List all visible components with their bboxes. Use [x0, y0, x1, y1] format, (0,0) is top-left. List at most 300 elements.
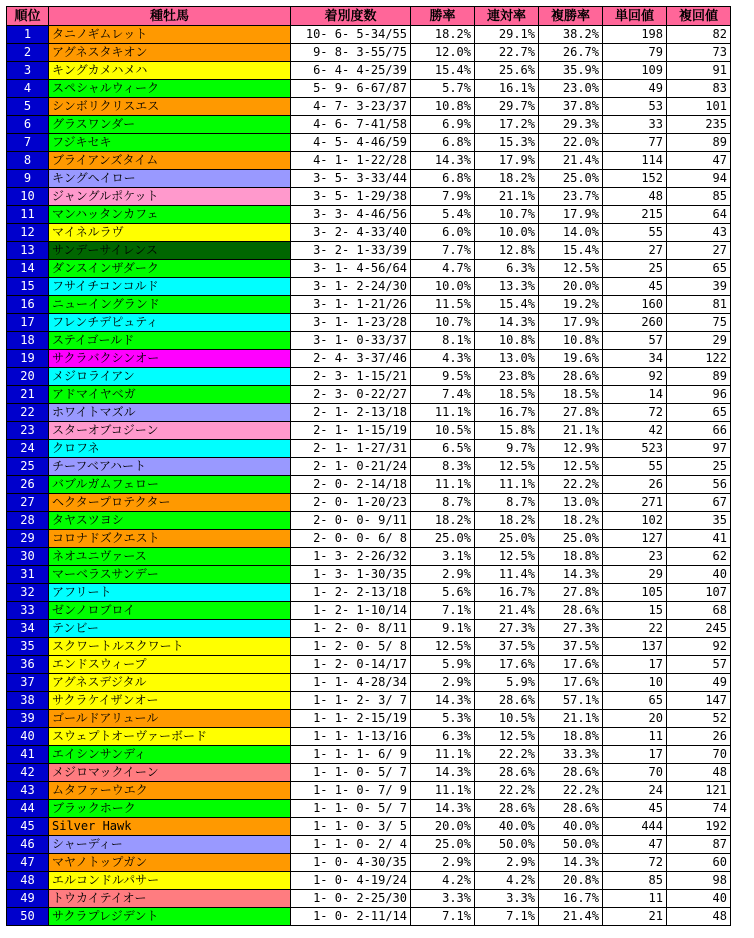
single-return-cell: 85 — [603, 872, 667, 890]
table-row — [7, 188, 731, 206]
rank-cell: 42 — [7, 764, 49, 782]
table-row — [7, 98, 731, 116]
place-return-cell: 60 — [667, 854, 731, 872]
single-return-cell: 79 — [603, 44, 667, 62]
quinella-rate-cell: 12.5% — [475, 728, 539, 746]
record-cell: 3- 1- 1-21/26 — [291, 296, 411, 314]
single-return-cell: 42 — [603, 422, 667, 440]
win-rate-cell: 2.9% — [411, 674, 475, 692]
table-row — [7, 296, 731, 314]
record-cell: 3- 1- 0-33/37 — [291, 332, 411, 350]
table-row — [7, 692, 731, 710]
place-rate-cell: 25.0% — [539, 170, 603, 188]
place-rate-cell: 23.7% — [539, 188, 603, 206]
place-return-cell: 65 — [667, 404, 731, 422]
record-cell: 4- 1- 1-22/28 — [291, 152, 411, 170]
win-rate-cell: 6.0% — [411, 224, 475, 242]
rank-cell: 3 — [7, 62, 49, 80]
rank-cell: 20 — [7, 368, 49, 386]
single-return-cell: 14 — [603, 386, 667, 404]
place-return-cell: 66 — [667, 422, 731, 440]
place-return-cell: 81 — [667, 296, 731, 314]
stallion-name-cell: コロナドズクエスト — [49, 530, 291, 548]
win-rate-cell: 15.4% — [411, 62, 475, 80]
stallion-name-cell: スペシャルウィーク — [49, 80, 291, 98]
stallion-name-cell: フジキセキ — [49, 134, 291, 152]
table-row — [7, 386, 731, 404]
table-row — [7, 620, 731, 638]
stallion-name-cell: ダンスインザダーク — [49, 260, 291, 278]
place-rate-cell: 18.5% — [539, 386, 603, 404]
quinella-rate-cell: 11.4% — [475, 566, 539, 584]
table-row — [7, 422, 731, 440]
stallion-name-cell: ホワイトマズル — [49, 404, 291, 422]
quinella-rate-cell: 17.9% — [475, 152, 539, 170]
record-cell: 2- 0- 0- 6/ 8 — [291, 530, 411, 548]
stallion-name-cell: タニノギムレット — [49, 26, 291, 44]
win-rate-cell: 18.2% — [411, 26, 475, 44]
place-return-cell: 40 — [667, 566, 731, 584]
place-rate-cell: 27.8% — [539, 584, 603, 602]
place-return-cell: 35 — [667, 512, 731, 530]
rank-cell: 33 — [7, 602, 49, 620]
header-row — [7, 7, 731, 26]
place-rate-cell: 20.8% — [539, 872, 603, 890]
place-return-cell: 40 — [667, 890, 731, 908]
single-return-cell: 24 — [603, 782, 667, 800]
rank-cell: 19 — [7, 350, 49, 368]
rank-cell: 5 — [7, 98, 49, 116]
single-return-cell: 92 — [603, 368, 667, 386]
place-rate-cell: 28.6% — [539, 368, 603, 386]
quinella-rate-cell: 4.2% — [475, 872, 539, 890]
rank-cell: 14 — [7, 260, 49, 278]
place-rate-cell: 27.3% — [539, 620, 603, 638]
quinella-rate-cell: 10.8% — [475, 332, 539, 350]
record-cell: 2- 1- 0-21/24 — [291, 458, 411, 476]
single-return-cell: 152 — [603, 170, 667, 188]
table-row — [7, 152, 731, 170]
table-row — [7, 278, 731, 296]
rank-cell: 9 — [7, 170, 49, 188]
quinella-rate-cell: 15.3% — [475, 134, 539, 152]
win-rate-cell: 11.1% — [411, 476, 475, 494]
single-return-cell: 102 — [603, 512, 667, 530]
rank-cell: 18 — [7, 332, 49, 350]
quinella-rate-cell: 3.3% — [475, 890, 539, 908]
win-rate-cell: 14.3% — [411, 152, 475, 170]
single-return-cell: 55 — [603, 458, 667, 476]
win-rate-cell: 2.9% — [411, 566, 475, 584]
single-return-cell: 70 — [603, 764, 667, 782]
single-return-cell: 48 — [603, 188, 667, 206]
place-rate-cell: 18.8% — [539, 548, 603, 566]
table-row — [7, 368, 731, 386]
table-row — [7, 116, 731, 134]
stallion-name-cell: シンボリクリスエス — [49, 98, 291, 116]
stallion-name-cell: マーベラスサンデー — [49, 566, 291, 584]
place-rate-cell: 14.3% — [539, 566, 603, 584]
rank-cell: 44 — [7, 800, 49, 818]
record-cell: 3- 1- 1-23/28 — [291, 314, 411, 332]
win-rate-cell: 12.0% — [411, 44, 475, 62]
win-rate-cell: 11.5% — [411, 296, 475, 314]
rank-cell: 17 — [7, 314, 49, 332]
record-cell: 4- 7- 3-23/37 — [291, 98, 411, 116]
stallion-name-cell: ゼンノロブロイ — [49, 602, 291, 620]
win-rate-cell: 9.5% — [411, 368, 475, 386]
quinella-rate-cell: 12.8% — [475, 242, 539, 260]
quinella-rate-cell: 11.1% — [475, 476, 539, 494]
place-return-cell: 101 — [667, 98, 731, 116]
win-rate-cell: 5.7% — [411, 80, 475, 98]
stallion-name-cell: アフリート — [49, 584, 291, 602]
place-return-cell: 47 — [667, 152, 731, 170]
place-rate-cell: 18.2% — [539, 512, 603, 530]
place-return-cell: 25 — [667, 458, 731, 476]
single-return-cell: 29 — [603, 566, 667, 584]
place-rate-cell: 27.8% — [539, 404, 603, 422]
place-return-cell: 74 — [667, 800, 731, 818]
rank-cell: 1 — [7, 26, 49, 44]
quinella-rate-cell: 13.3% — [475, 278, 539, 296]
rank-cell: 11 — [7, 206, 49, 224]
place-rate-cell: 22.2% — [539, 476, 603, 494]
table-row — [7, 872, 731, 890]
quinella-rate-cell: 21.1% — [475, 188, 539, 206]
record-cell: 1- 3- 2-26/32 — [291, 548, 411, 566]
record-cell: 1- 0- 4-19/24 — [291, 872, 411, 890]
header-stallion: 種牡馬 — [49, 7, 291, 26]
place-rate-cell: 14.0% — [539, 224, 603, 242]
rank-cell: 31 — [7, 566, 49, 584]
stallion-name-cell: ムタファーウエク — [49, 782, 291, 800]
table-row — [7, 134, 731, 152]
record-cell: 6- 4- 4-25/39 — [291, 62, 411, 80]
rank-cell: 12 — [7, 224, 49, 242]
place-rate-cell: 19.6% — [539, 350, 603, 368]
table-row — [7, 350, 731, 368]
single-return-cell: 215 — [603, 206, 667, 224]
table-row — [7, 908, 731, 926]
place-rate-cell: 33.3% — [539, 746, 603, 764]
place-rate-cell: 21.1% — [539, 422, 603, 440]
record-cell: 3- 2- 1-33/39 — [291, 242, 411, 260]
quinella-rate-cell: 37.5% — [475, 638, 539, 656]
rank-cell: 41 — [7, 746, 49, 764]
place-rate-cell: 14.3% — [539, 854, 603, 872]
stallion-name-cell: エイシンサンディ — [49, 746, 291, 764]
quinella-rate-cell: 25.0% — [475, 530, 539, 548]
table-row — [7, 656, 731, 674]
single-return-cell: 33 — [603, 116, 667, 134]
place-rate-cell: 22.2% — [539, 782, 603, 800]
win-rate-cell: 10.5% — [411, 422, 475, 440]
stallion-name-cell: ジャングルポケット — [49, 188, 291, 206]
stallion-name-cell: バブルガムフェロー — [49, 476, 291, 494]
table-row — [7, 548, 731, 566]
place-rate-cell: 13.0% — [539, 494, 603, 512]
header-place-rate: 複勝率 — [539, 7, 603, 26]
rank-cell: 40 — [7, 728, 49, 746]
quinella-rate-cell: 17.6% — [475, 656, 539, 674]
table-row — [7, 476, 731, 494]
place-return-cell: 29 — [667, 332, 731, 350]
place-rate-cell: 26.7% — [539, 44, 603, 62]
table-row — [7, 530, 731, 548]
table-row — [7, 332, 731, 350]
record-cell: 2- 4- 3-37/46 — [291, 350, 411, 368]
single-return-cell: 20 — [603, 710, 667, 728]
record-cell: 2- 3- 0-22/27 — [291, 386, 411, 404]
stallion-name-cell: チーフベアハート — [49, 458, 291, 476]
rank-cell: 47 — [7, 854, 49, 872]
quinella-rate-cell: 16.1% — [475, 80, 539, 98]
record-cell: 1- 1- 0- 7/ 9 — [291, 782, 411, 800]
rank-cell: 32 — [7, 584, 49, 602]
quinella-rate-cell: 22.2% — [475, 746, 539, 764]
single-return-cell: 127 — [603, 530, 667, 548]
place-return-cell: 41 — [667, 530, 731, 548]
win-rate-cell: 6.8% — [411, 170, 475, 188]
single-return-cell: 77 — [603, 134, 667, 152]
rank-cell: 36 — [7, 656, 49, 674]
record-cell: 1- 1- 0- 3/ 5 — [291, 818, 411, 836]
place-rate-cell: 25.0% — [539, 530, 603, 548]
win-rate-cell: 8.7% — [411, 494, 475, 512]
place-rate-cell: 28.6% — [539, 764, 603, 782]
rank-cell: 29 — [7, 530, 49, 548]
header-rank: 順位 — [7, 7, 49, 26]
place-rate-cell: 28.6% — [539, 800, 603, 818]
rank-cell: 43 — [7, 782, 49, 800]
win-rate-cell: 5.9% — [411, 656, 475, 674]
place-rate-cell: 37.5% — [539, 638, 603, 656]
rank-cell: 45 — [7, 818, 49, 836]
single-return-cell: 271 — [603, 494, 667, 512]
win-rate-cell: 7.1% — [411, 908, 475, 926]
single-return-cell: 21 — [603, 908, 667, 926]
single-return-cell: 10 — [603, 674, 667, 692]
place-return-cell: 94 — [667, 170, 731, 188]
table-row — [7, 674, 731, 692]
place-return-cell: 43 — [667, 224, 731, 242]
win-rate-cell: 3.1% — [411, 548, 475, 566]
place-rate-cell: 16.7% — [539, 890, 603, 908]
place-return-cell: 96 — [667, 386, 731, 404]
single-return-cell: 260 — [603, 314, 667, 332]
stallion-name-cell: アドマイヤベガ — [49, 386, 291, 404]
table-row — [7, 512, 731, 530]
header-quinella-rate: 連対率 — [475, 7, 539, 26]
stallion-name-cell: マヤノトップガン — [49, 854, 291, 872]
single-return-cell: 444 — [603, 818, 667, 836]
quinella-rate-cell: 10.5% — [475, 710, 539, 728]
win-rate-cell: 6.8% — [411, 134, 475, 152]
table-row — [7, 26, 731, 44]
place-return-cell: 107 — [667, 584, 731, 602]
place-rate-cell: 37.8% — [539, 98, 603, 116]
quinella-rate-cell: 2.9% — [475, 854, 539, 872]
place-return-cell: 56 — [667, 476, 731, 494]
single-return-cell: 45 — [603, 800, 667, 818]
rank-cell: 25 — [7, 458, 49, 476]
record-cell: 1- 2- 0-14/17 — [291, 656, 411, 674]
table-row — [7, 404, 731, 422]
stallion-name-cell: サクラプレジデント — [49, 908, 291, 926]
place-return-cell: 27 — [667, 242, 731, 260]
quinella-rate-cell: 5.9% — [475, 674, 539, 692]
quinella-rate-cell: 16.7% — [475, 584, 539, 602]
record-cell: 2- 0- 2-14/18 — [291, 476, 411, 494]
quinella-rate-cell: 6.3% — [475, 260, 539, 278]
stallion-name-cell: スウェプトオーヴァーボード — [49, 728, 291, 746]
place-return-cell: 49 — [667, 674, 731, 692]
rank-cell: 30 — [7, 548, 49, 566]
quinella-rate-cell: 13.0% — [475, 350, 539, 368]
table-row — [7, 314, 731, 332]
stallion-name-cell: タヤスツヨシ — [49, 512, 291, 530]
table-row — [7, 764, 731, 782]
stallion-name-cell: ヘクタープロテクター — [49, 494, 291, 512]
single-return-cell: 49 — [603, 80, 667, 98]
table-row — [7, 602, 731, 620]
record-cell: 1- 1- 0- 5/ 7 — [291, 800, 411, 818]
record-cell: 1- 0- 4-30/35 — [291, 854, 411, 872]
rank-cell: 38 — [7, 692, 49, 710]
quinella-rate-cell: 14.3% — [475, 314, 539, 332]
place-return-cell: 147 — [667, 692, 731, 710]
table-row — [7, 584, 731, 602]
single-return-cell: 72 — [603, 854, 667, 872]
record-cell: 3- 1- 2-24/30 — [291, 278, 411, 296]
place-return-cell: 98 — [667, 872, 731, 890]
quinella-rate-cell: 22.2% — [475, 782, 539, 800]
place-return-cell: 48 — [667, 908, 731, 926]
quinella-rate-cell: 17.2% — [475, 116, 539, 134]
record-cell: 2- 3- 1-15/21 — [291, 368, 411, 386]
win-rate-cell: 5.3% — [411, 710, 475, 728]
place-return-cell: 87 — [667, 836, 731, 854]
header-place-return: 複回値 — [667, 7, 731, 26]
stallion-name-cell: スクワートルスクワート — [49, 638, 291, 656]
quinella-rate-cell: 28.6% — [475, 692, 539, 710]
record-cell: 2- 1- 2-13/18 — [291, 404, 411, 422]
record-cell: 1- 1- 0- 5/ 7 — [291, 764, 411, 782]
record-cell: 3- 1- 4-56/64 — [291, 260, 411, 278]
place-rate-cell: 12.9% — [539, 440, 603, 458]
place-rate-cell: 40.0% — [539, 818, 603, 836]
place-rate-cell: 17.6% — [539, 656, 603, 674]
table-row — [7, 170, 731, 188]
single-return-cell: 57 — [603, 332, 667, 350]
win-rate-cell: 4.7% — [411, 260, 475, 278]
quinella-rate-cell: 12.5% — [475, 548, 539, 566]
table-row — [7, 62, 731, 80]
single-return-cell: 17 — [603, 746, 667, 764]
stallion-name-cell: クロフネ — [49, 440, 291, 458]
quinella-rate-cell: 8.7% — [475, 494, 539, 512]
record-cell: 10- 6- 5-34/55 — [291, 26, 411, 44]
win-rate-cell: 20.0% — [411, 818, 475, 836]
place-rate-cell: 17.6% — [539, 674, 603, 692]
place-rate-cell: 28.6% — [539, 602, 603, 620]
stallion-name-cell: マンハッタンカフェ — [49, 206, 291, 224]
table-row — [7, 728, 731, 746]
win-rate-cell: 14.3% — [411, 692, 475, 710]
win-rate-cell: 7.4% — [411, 386, 475, 404]
place-return-cell: 62 — [667, 548, 731, 566]
win-rate-cell: 10.8% — [411, 98, 475, 116]
win-rate-cell: 5.6% — [411, 584, 475, 602]
place-return-cell: 82 — [667, 26, 731, 44]
place-rate-cell: 17.9% — [539, 314, 603, 332]
place-rate-cell: 21.1% — [539, 710, 603, 728]
record-cell: 1- 2- 2-13/18 — [291, 584, 411, 602]
win-rate-cell: 4.2% — [411, 872, 475, 890]
single-return-cell: 137 — [603, 638, 667, 656]
table-row — [7, 440, 731, 458]
single-return-cell: 11 — [603, 890, 667, 908]
record-cell: 1- 1- 1-13/16 — [291, 728, 411, 746]
record-cell: 4- 6- 7-41/58 — [291, 116, 411, 134]
stallion-name-cell: スターオブコジーン — [49, 422, 291, 440]
stallion-name-cell: サンデーサイレンス — [49, 242, 291, 260]
place-rate-cell: 12.5% — [539, 458, 603, 476]
win-rate-cell: 2.9% — [411, 854, 475, 872]
single-return-cell: 53 — [603, 98, 667, 116]
quinella-rate-cell: 16.7% — [475, 404, 539, 422]
place-return-cell: 68 — [667, 602, 731, 620]
rank-cell: 48 — [7, 872, 49, 890]
place-return-cell: 48 — [667, 764, 731, 782]
rank-cell: 4 — [7, 80, 49, 98]
stallion-name-cell: ニューイングランド — [49, 296, 291, 314]
record-cell: 2- 0- 0- 9/11 — [291, 512, 411, 530]
rank-cell: 2 — [7, 44, 49, 62]
place-rate-cell: 50.0% — [539, 836, 603, 854]
quinella-rate-cell: 40.0% — [475, 818, 539, 836]
place-return-cell: 26 — [667, 728, 731, 746]
rank-cell: 37 — [7, 674, 49, 692]
rank-cell: 26 — [7, 476, 49, 494]
rank-cell: 23 — [7, 422, 49, 440]
place-return-cell: 67 — [667, 494, 731, 512]
table-row — [7, 260, 731, 278]
table-body — [7, 26, 731, 926]
win-rate-cell: 25.0% — [411, 836, 475, 854]
quinella-rate-cell: 10.0% — [475, 224, 539, 242]
record-cell: 1- 1- 2-15/19 — [291, 710, 411, 728]
table-row — [7, 836, 731, 854]
record-cell: 1- 2- 1-10/14 — [291, 602, 411, 620]
quinella-rate-cell: 28.6% — [475, 800, 539, 818]
record-cell: 1- 0- 2-25/30 — [291, 890, 411, 908]
place-return-cell: 91 — [667, 62, 731, 80]
stallion-name-cell: ネオユニヴァース — [49, 548, 291, 566]
single-return-cell: 27 — [603, 242, 667, 260]
stallion-name-cell: グラスワンダー — [49, 116, 291, 134]
win-rate-cell: 12.5% — [411, 638, 475, 656]
win-rate-cell: 6.3% — [411, 728, 475, 746]
place-rate-cell: 17.9% — [539, 206, 603, 224]
win-rate-cell: 14.3% — [411, 800, 475, 818]
place-return-cell: 52 — [667, 710, 731, 728]
record-cell: 3- 5- 3-33/44 — [291, 170, 411, 188]
stallion-name-cell: フサイチコンコルド — [49, 278, 291, 296]
place-rate-cell: 21.4% — [539, 908, 603, 926]
place-rate-cell: 21.4% — [539, 152, 603, 170]
